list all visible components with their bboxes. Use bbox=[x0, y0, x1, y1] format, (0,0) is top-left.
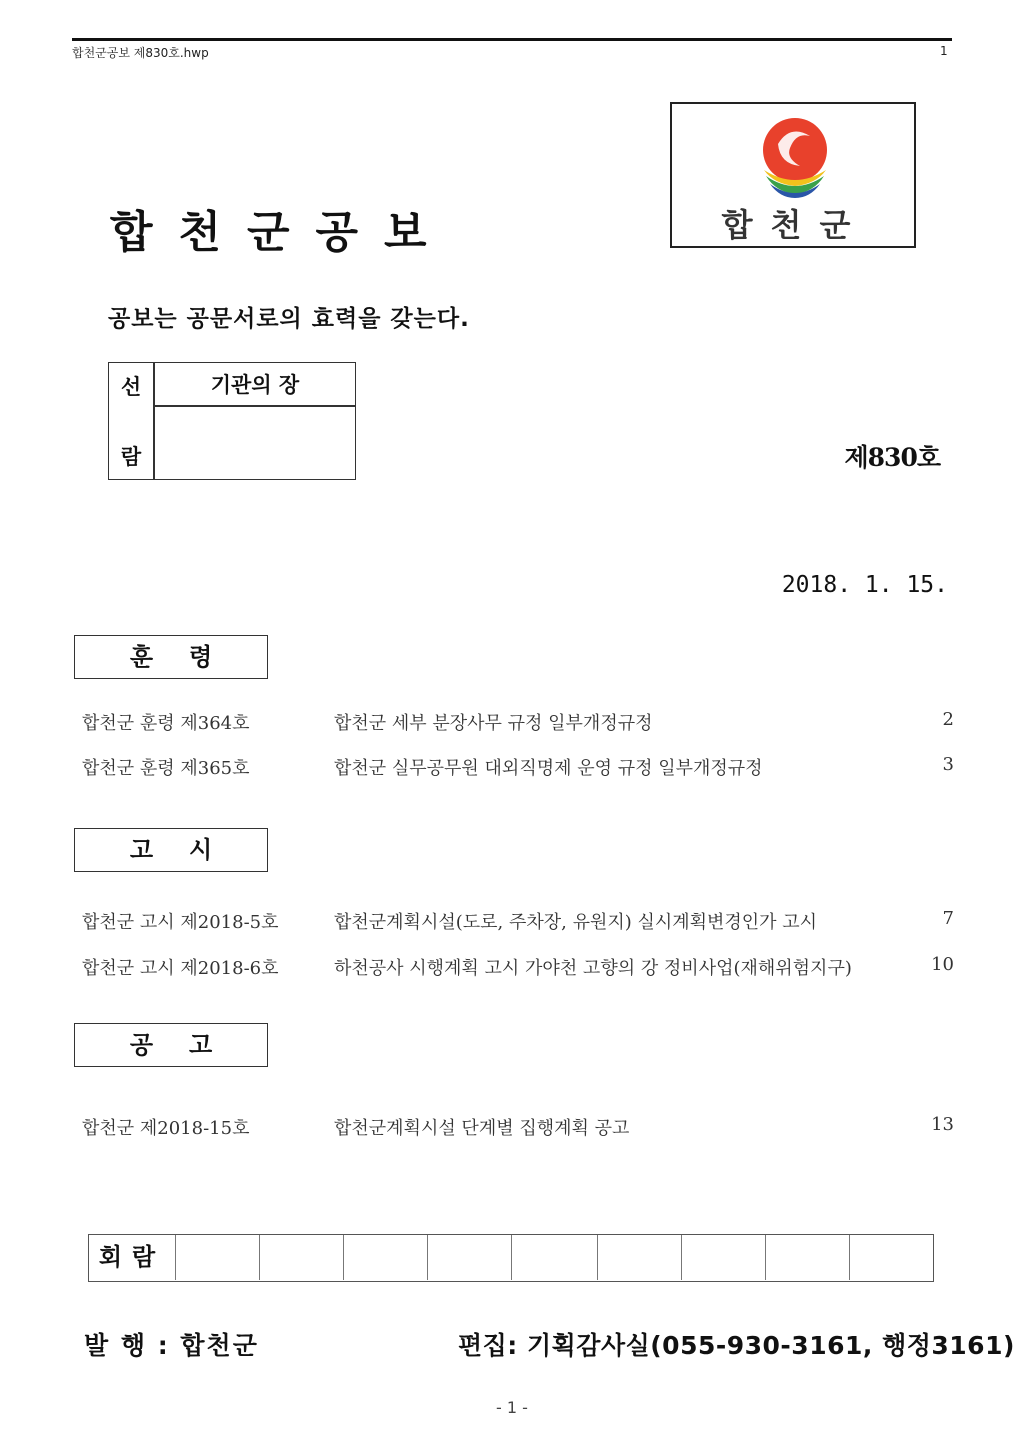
item-title: 합천군 실무공무원 대외직명제 운영 규정 일부개정규정 bbox=[334, 758, 763, 779]
editor-contact: 편집: 기획감사실(055-930-3161, 행정3161) bbox=[458, 1331, 1015, 1360]
list-item[interactable] bbox=[82, 1114, 962, 1140]
item-number: 합천군 훈령 제364호 bbox=[82, 713, 250, 734]
footer-page-number: - 1 - bbox=[496, 1398, 528, 1417]
approval-divider-horizontal bbox=[155, 405, 355, 407]
logo bbox=[670, 102, 916, 248]
item-number: 합천군 고시 제2018-5호 bbox=[82, 912, 279, 933]
publisher: 발 행 : 합천군 bbox=[84, 1331, 259, 1360]
circulation-cell bbox=[849, 1235, 932, 1280]
item-number: 합천군 고시 제2018-6호 bbox=[82, 958, 279, 979]
county-emblem-icon bbox=[756, 114, 834, 198]
item-page: 13 bbox=[931, 1114, 954, 1135]
approval-label-bottom: 람 bbox=[120, 445, 142, 469]
item-number: 합천군 제2018-15호 bbox=[82, 1118, 250, 1139]
item-page: 10 bbox=[931, 954, 954, 975]
header-rule bbox=[72, 38, 952, 41]
list-item[interactable] bbox=[82, 908, 962, 934]
circulation-cell bbox=[765, 1235, 849, 1280]
list-item[interactable] bbox=[82, 754, 962, 780]
section-heading-notices: 고시 bbox=[74, 828, 268, 872]
page-title: 합천군공보 bbox=[110, 207, 453, 258]
list-item[interactable] bbox=[82, 709, 962, 735]
item-title: 하천공사 시행계획 고시 가야천 고향의 강 정비사업(재해위험지구) bbox=[334, 958, 852, 979]
item-page: 7 bbox=[942, 908, 954, 929]
circulation-cell bbox=[597, 1235, 681, 1280]
circulation-table bbox=[88, 1234, 934, 1282]
issue-number: 제830호 bbox=[844, 443, 940, 472]
circulation-cell bbox=[175, 1235, 259, 1280]
publication-date: 2018. 1. 15. bbox=[781, 572, 948, 598]
header-page-number: 1 bbox=[940, 44, 948, 58]
circulation-label: 회람 bbox=[98, 1243, 166, 1271]
section-heading-directives: 훈령 bbox=[74, 635, 268, 679]
circulation-cell bbox=[259, 1235, 343, 1280]
circulation-cell bbox=[427, 1235, 511, 1280]
item-page: 3 bbox=[942, 754, 954, 775]
header-filename: 합천군공보 제830호.hwp bbox=[72, 46, 209, 60]
list-item[interactable] bbox=[82, 954, 962, 980]
circulation-cell bbox=[681, 1235, 765, 1280]
logo-text: 합천군 bbox=[721, 206, 869, 244]
subtitle: 공보는 공문서로의 효력을 갖는다. bbox=[108, 306, 470, 332]
approval-table bbox=[108, 362, 356, 480]
item-title: 합천군 세부 분장사무 규정 일부개정규정 bbox=[334, 713, 653, 734]
circulation-cell bbox=[511, 1235, 597, 1280]
approval-label-top: 선 bbox=[120, 375, 142, 399]
item-number: 합천군 훈령 제365호 bbox=[82, 758, 250, 779]
item-title: 합천군계획시설 단계별 집행계획 공고 bbox=[334, 1118, 630, 1139]
item-title: 합천군계획시설(도로, 주차장, 유원지) 실시계획변경인가 고시 bbox=[334, 912, 818, 933]
approval-header: 기관의 장 bbox=[210, 373, 300, 397]
section-heading-announcements: 공고 bbox=[74, 1023, 268, 1067]
circulation-cell bbox=[343, 1235, 427, 1280]
item-page: 2 bbox=[942, 709, 954, 730]
